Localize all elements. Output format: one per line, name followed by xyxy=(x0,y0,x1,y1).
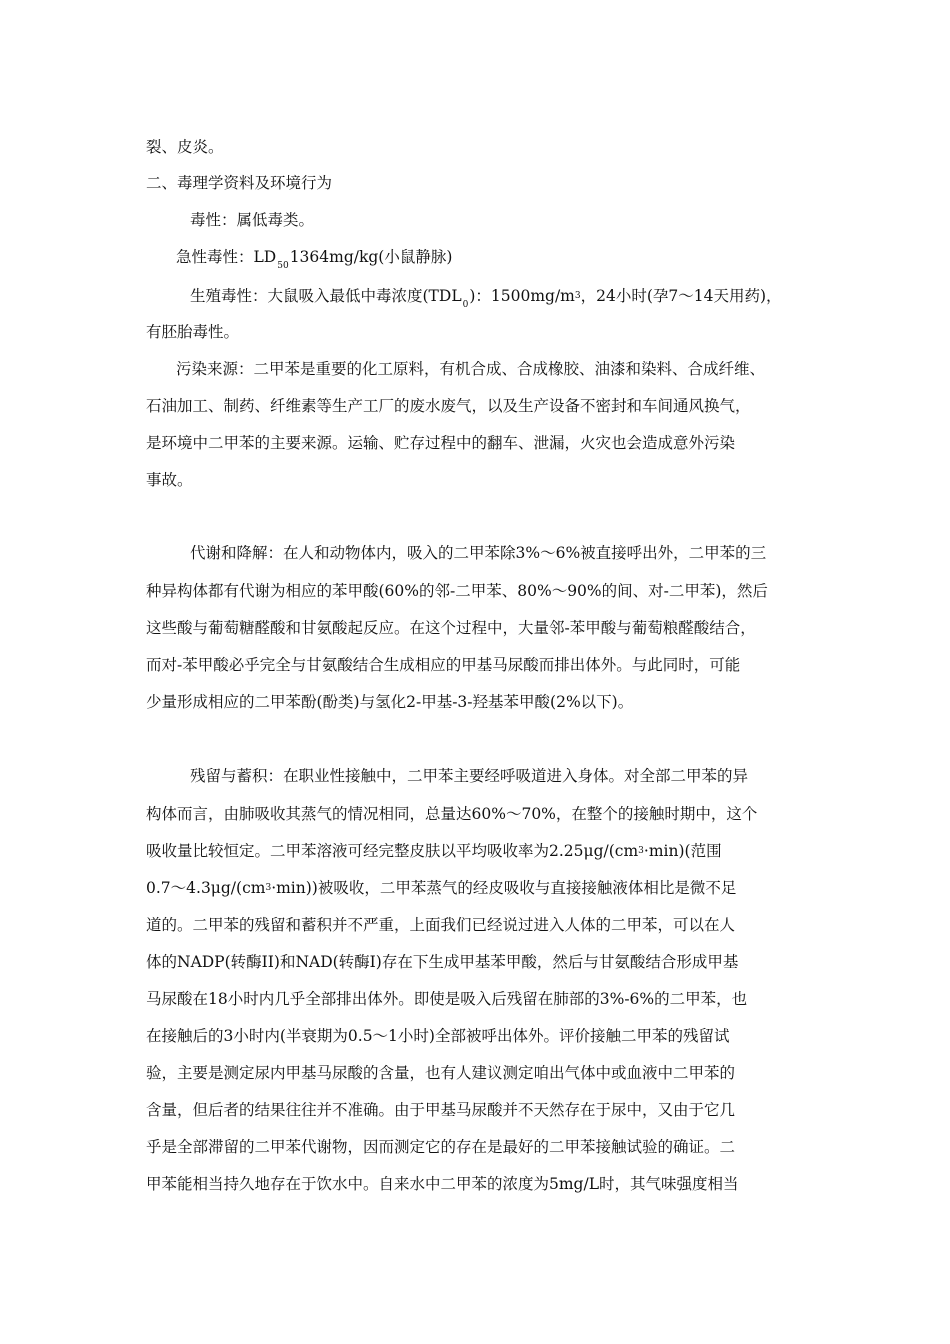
text-line: 残留与蓄积：在职业性接触中，二甲苯主要经呼吸道进入身体。对全部二甲苯的异 xyxy=(190,767,749,785)
text-line: 而对-苯甲酸必乎完全与甘氨酸结合生成相应的甲基马尿酸而排出体外。与此同时，可能 xyxy=(146,656,741,674)
text-line: 甲苯能相当持久地存在于饮水中。自来水中二甲苯的浓度为5mg/L时，其气味强度相当 xyxy=(146,1175,739,1193)
text-line: 少量形成相应的二甲苯酚(酚类)与氢化2-甲基-3-羟基苯甲酸(2%以下)。 xyxy=(146,693,634,711)
text-line: 有胚胎毒性。 xyxy=(146,323,240,341)
text-line: 代谢和降解：在人和动物体内，吸入的二甲苯除3%～6%被直接呼出外，二甲苯的三 xyxy=(190,544,767,562)
text-line: 是环境中二甲苯的主要来源。运输、贮存过程中的翻车、泄漏，火灾也会造成意外污染 xyxy=(146,434,736,452)
text-line: 事故。 xyxy=(146,471,193,489)
text-line: 污染来源：二甲苯是重要的化工原料，有机合成、合成橡胶、油漆和染料、合成纤维、 xyxy=(176,360,766,378)
text-line: 急性毒性：$LD_{50}1364mg/kg$(小鼠静脉) xyxy=(176,248,453,271)
text-line: $0.7\sim 4.3\mu g/(cm^3\cdot\min)$)被吸收，二甲苯蒸气的经皮吸收与直接接触液体相比是微不足 xyxy=(146,879,737,897)
text-line: 乎是全部滞留的二甲苯代谢物，因而测定它的存在是最好的二甲苯接触试验的确证。二 xyxy=(146,1138,736,1156)
text-line: 石油加工、制药、纤维素等生产工厂的废水废气，以及生产设备不密封和车间通风换气， xyxy=(146,397,751,415)
text-line: 吸收量比较恒定。二甲苯溶液可经完整皮肤以平均吸收率为$2.25\mu g/(cm^3\cdot\min)$(范围 xyxy=(146,842,722,860)
text-line: 这些酸与葡萄糖醛酸和甘氨酸起反应。在这个过程中，大量邻-苯甲酸与葡萄粮醛酸结合， xyxy=(146,619,756,637)
text-line: 毒性：属低毒类。 xyxy=(190,211,315,229)
text-line: 生殖毒性：大鼠吸入最低中毒浓度$(TDL_0)$：$1500mg/m^3$，24小时(孕7～14天用药)， xyxy=(190,287,782,310)
text-line: 裂、皮炎。 xyxy=(146,138,224,156)
text-line: 种异构体都有代谢为相应的苯甲酸(60%的邻-二甲苯、80%～90%的间、对-二甲苯)，然后 xyxy=(146,582,768,600)
text-line: 马尿酸在18小时内几乎全部排出体外。即使是吸入后残留在肺部的3%-6%的二甲苯，也 xyxy=(146,990,748,1008)
text-line: 体的NADP(转酶II)和NAD(转酶I)存在下生成甲基苯甲酸，然后与甘氨酸结合形成甲基 xyxy=(146,953,739,971)
text-line: 构体而言，由肺吸收其蒸气的情况相同，总量达60%～70%，在整个的接触时期中，这个 xyxy=(146,805,758,823)
section-heading: 二、毒理学资料及环境行为 xyxy=(146,174,333,192)
text-line: 在接触后的3小时内(半衰期为0.5～1小时)全部被呼出体外。评价接触二甲苯的残留试 xyxy=(146,1027,730,1045)
text-line: 含量，但后者的结果往往并不准确。由于甲基马尿酸并不天然存在于尿中，又由于它几 xyxy=(146,1101,736,1119)
text-line: 道的。二甲苯的残留和蓄积并不严重，上面我们已经说过进入人体的二甲苯，可以在人 xyxy=(146,916,736,934)
text-line: 验，主要是测定尿内甲基马尿酸的含量，也有人建议测定咱出气体中或血液中二甲苯的 xyxy=(146,1064,736,1082)
